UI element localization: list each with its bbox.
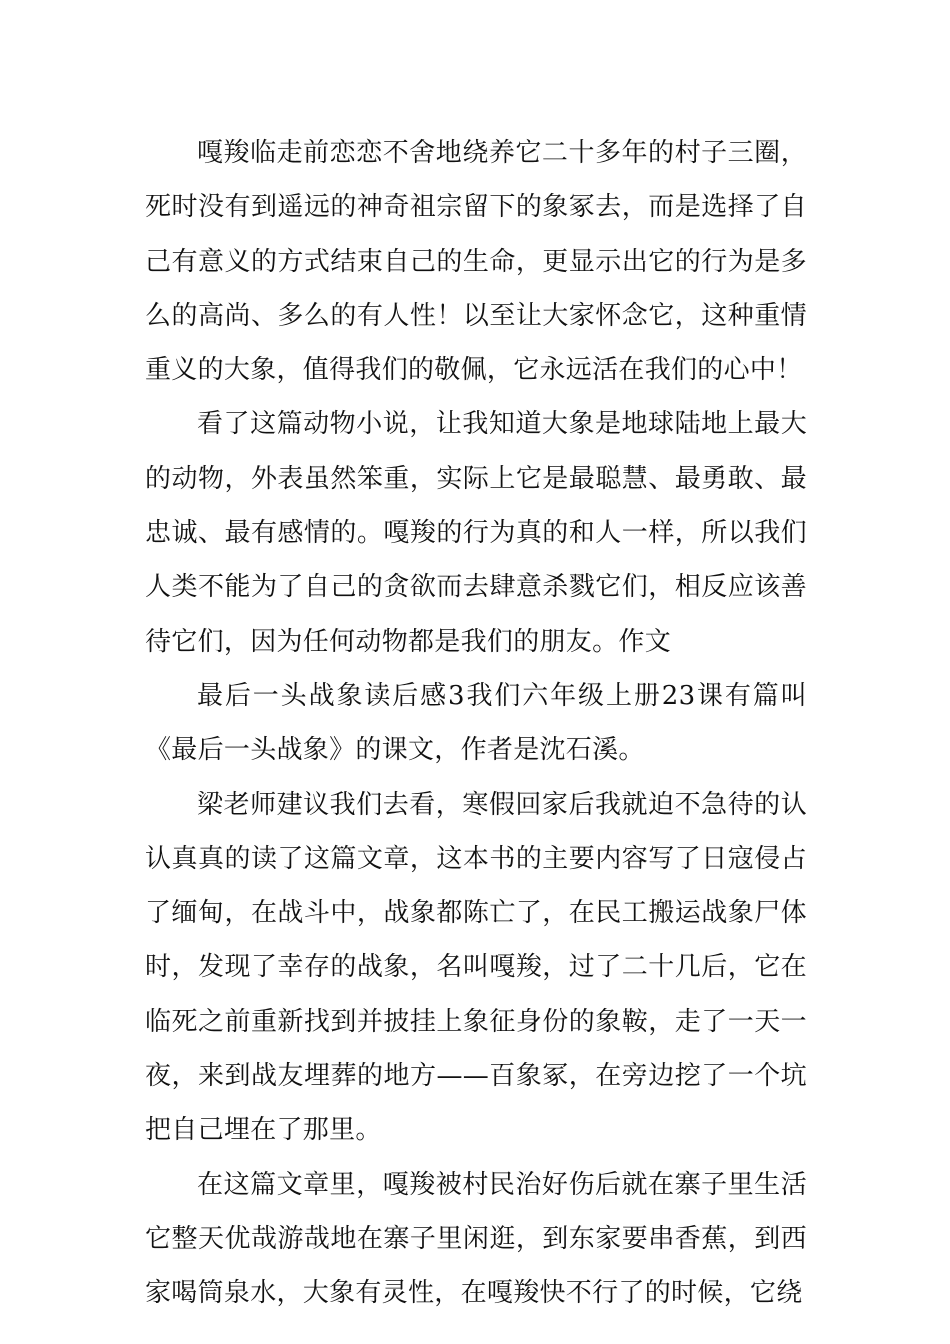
paragraph: 看了这篇动物小说，让我知道大象是地球陆地上最大的动物，外表虽然笨重，实际上它是最聪慧、最勇敢、最忠诚、最有感情的。嘎羧的行为真的和人一样，所以我们人类不能为了自己的贪欲而去肆意杀戮它们，相反应该善待它们，因为任何动物都是我们的朋友。作文 — [145, 409, 807, 657]
paragraph: 梁老师建议我们去看，寒假回家后我就迫不急待的认认真真的读了这篇文章，这本书的主要内容写了日寇侵占了缅甸，在战斗中，战象都陈亡了，在民工搬运战象尸体时，发现了幸存的战象，名叫嘎羧，过了二十几后，它在临死之前重新找到并披挂上象征身份的象鞍，走了一天一夜，来到战友埋葬的地方——百象冢，在旁边挖了一个坑把自己埋在了那里。 — [145, 789, 807, 1146]
paragraph: 在这篇文章里，嘎羧被村民治好伤后就在寨子里生活它整天优哉游哉地在寨子里闲逛，到东家要串香蕉，到西家喝筒泉水，大象有灵性，在嘎羧快不行了的时候，它绕 — [145, 1169, 807, 1309]
paragraph: 最后一头战象读后感3我们六年级上册23课有篇叫《最后一头战象》的课文，作者是沈石溪。 — [145, 680, 807, 766]
paragraph: 嘎羧临走前恋恋不舍地绕养它二十多年的村子三圈，死时没有到遥远的神奇祖宗留下的象冢去，而是选择了自己有意义的方式结束自己的生命，更显示出它的行为是多么的高尚、多么的有人性！以至让大家怀念它，这种重情重义的大象，值得我们的敬佩，它永远活在我们的心中！ — [145, 138, 807, 386]
document-page — [145, 126, 807, 1321]
